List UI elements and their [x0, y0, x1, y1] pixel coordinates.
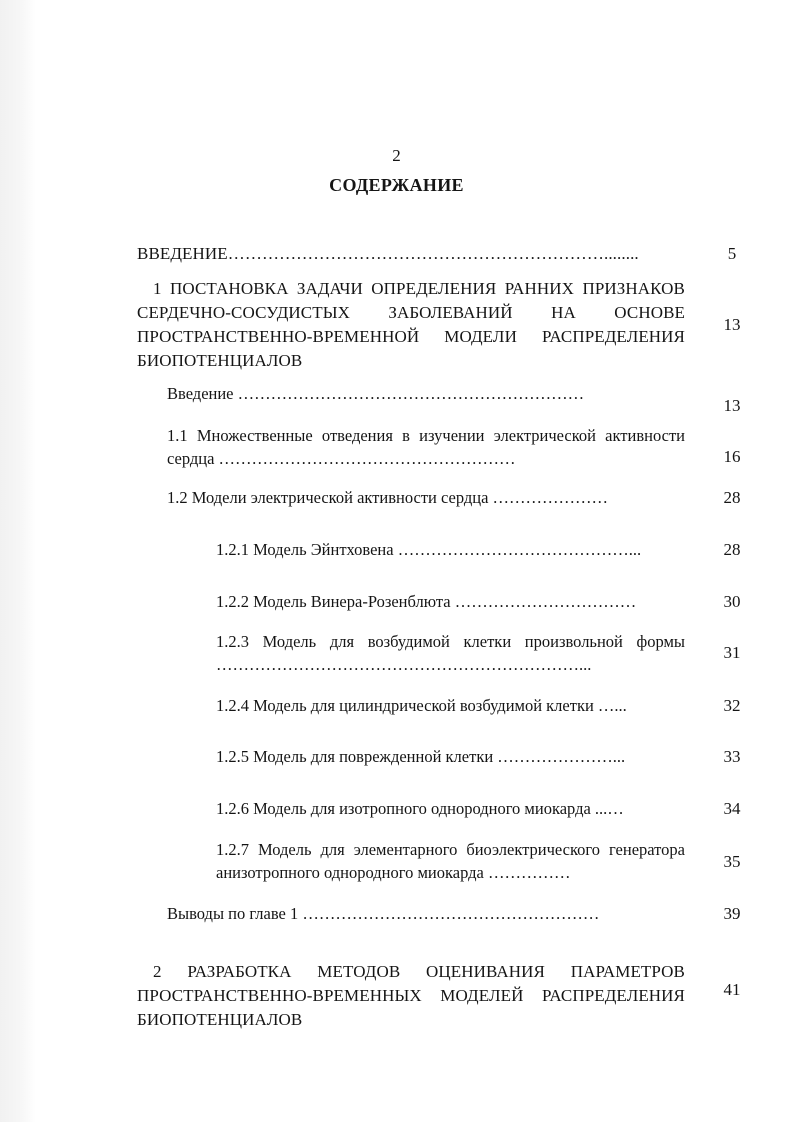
toc-entry-title: 1.2.2 Модель Винера-Розенблюта …………………………… — [216, 592, 637, 611]
toc-entry-title: Выводы по главе 1 ……………………………………………… — [167, 904, 600, 923]
toc-entry-page: 28 — [723, 488, 741, 507]
toc-entry-page: 39 — [723, 904, 741, 923]
toc-entry-title: 1.2.6 Модель для изотропного однородного миокарда ...… — [216, 799, 624, 818]
toc-entry-title: 1.2.4 Модель для цилиндрической возбудимой клетки …... — [216, 696, 627, 715]
toc-entry-title: 1.2.1 Модель Эйнтховена ……………………………………... — [216, 540, 642, 559]
toc-entry-page: 30 — [723, 592, 741, 611]
toc-entry-page: 31 — [723, 643, 741, 662]
toc-entry-title: 2 РАЗРАБОТКА МЕТОДОВ ОЦЕНИВАНИЯ ПАРАМЕТРОВ ПРОСТРАНСТВЕННО-ВРЕМЕННЫХ МОДЕЛЕЙ РАСПРЕДЕЛЕНИЯ БИОПОТЕНЦИАЛОВ — [137, 962, 685, 1029]
page-number: 2 — [392, 146, 401, 165]
page-title: СОДЕРЖАНИЕ — [329, 175, 464, 195]
toc-entry-title: Введение ……………………………………………………… — [167, 384, 585, 403]
scan-edge-shading — [0, 0, 36, 1122]
toc-entry-page: 13 — [723, 396, 741, 415]
toc-entry-title: ВВЕДЕНИЕ…………………………………………………………........ — [137, 244, 639, 263]
toc-entry-page: 34 — [723, 799, 741, 818]
toc-entry-page: 33 — [723, 747, 741, 766]
toc-entry-title: 1 ПОСТАНОВКА ЗАДАЧИ ОПРЕДЕЛЕНИЯ РАННИХ ПРИЗНАКОВ СЕРДЕЧНО-СОСУДИСТЫХ ЗАБОЛЕВАНИЙ НА ОСНОВЕ ПРОСТРАНСТВЕННО-ВРЕМЕННОЙ МОДЕЛИ РАСПРЕДЕЛЕНИЯ БИОПОТЕНЦИАЛОВ — [137, 279, 685, 370]
toc-entry-page: 28 — [723, 540, 741, 559]
toc-entry-title: 1.2 Модели электрической активности сердца ………………… — [167, 488, 609, 507]
toc-entry-title: 1.2.3 Модель для возбудимой клетки произвольной формы …………………………………………………………... — [216, 632, 685, 674]
toc-entry-page: 35 — [723, 852, 741, 871]
toc-entry-title: 1.1 Множественные отведения в изучении электрической активности сердца ……………………………………………… — [167, 426, 685, 468]
toc-entry-page: 16 — [723, 447, 741, 466]
toc-entry-page: 5 — [727, 244, 737, 263]
toc-entry-title: 1.2.7 Модель для элементарного биоэлектрического генератора анизотропного однородного миокарда …………… — [216, 840, 685, 882]
toc-entry-title: 1.2.5 Модель для поврежденной клетки …………………... — [216, 747, 626, 766]
toc-entry-page: 32 — [723, 696, 741, 715]
toc-entry-page: 13 — [723, 315, 741, 334]
toc-entry-page: 41 — [723, 980, 741, 999]
